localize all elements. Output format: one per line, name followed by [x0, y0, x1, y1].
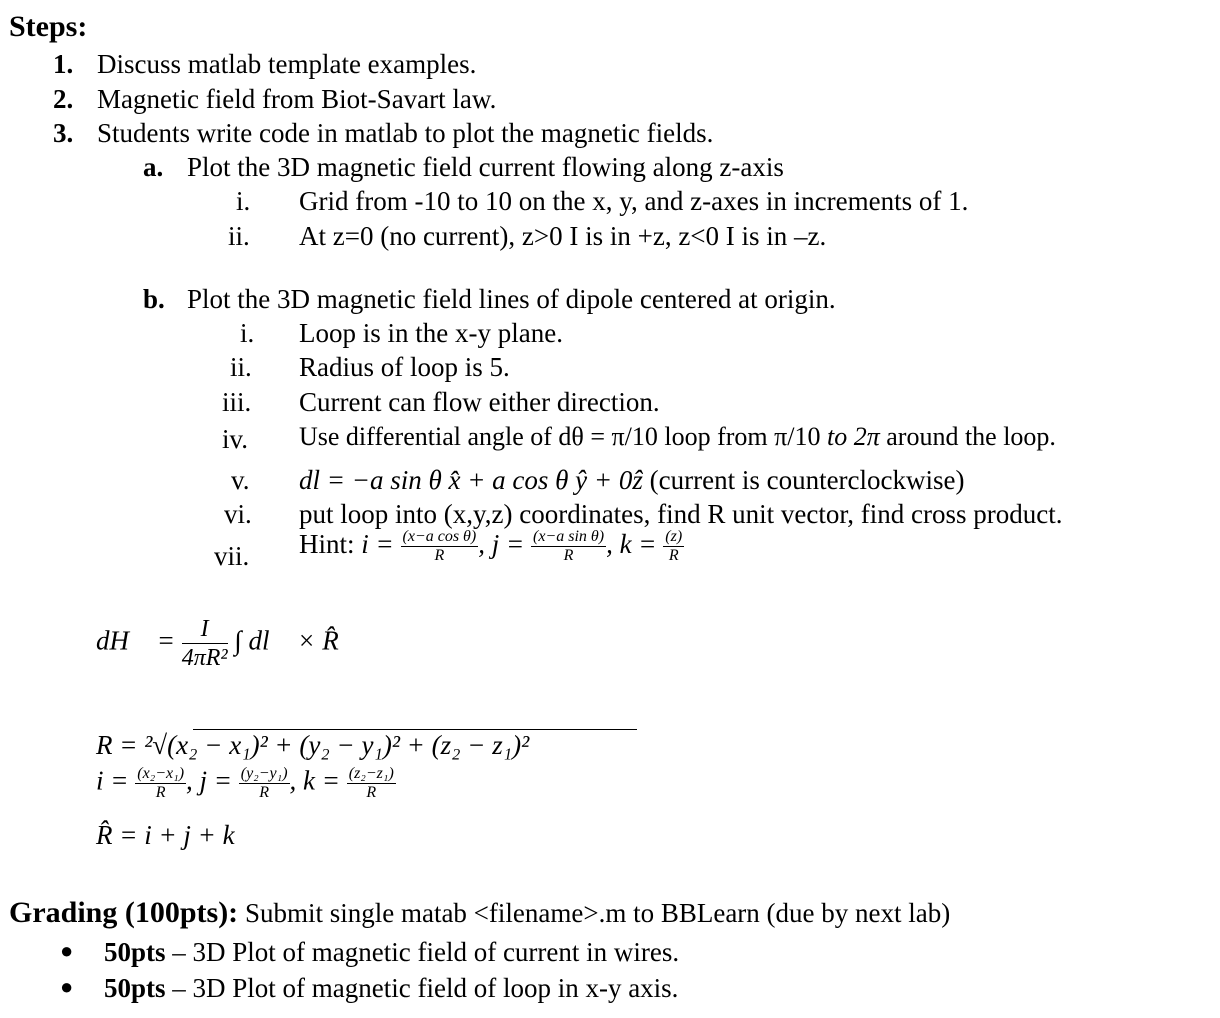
grading-item: [104, 936, 679, 968]
part-b-label: b.: [143, 284, 165, 314]
roman-numeral: vi.: [224, 499, 252, 529]
fraction: [663, 528, 684, 565]
r-equation: R = ²√(x₂ − x₁)² + (y₂ − y₁)² + (z₂ − z₁)²: [96, 730, 530, 760]
grading-points: 50pts: [104, 973, 166, 1003]
denominator: 4πR²: [181, 645, 228, 671]
ijk-i: i =: [96, 765, 129, 796]
grading-points: 50pts: [104, 937, 166, 967]
denominator: R: [366, 784, 377, 801]
roman-numeral: v.: [231, 465, 250, 495]
part-a-text: Plot the 3D magnetic field current flowing along z-axis: [187, 152, 784, 182]
denominator: R: [155, 784, 166, 801]
dH-lhs: dH⃗ =: [96, 625, 175, 656]
differential-angle-text: Use differential angle of dθ = π/10 loop from π/10: [299, 422, 827, 451]
step-number: 3.: [53, 118, 74, 148]
bullet-icon: ●: [60, 938, 74, 963]
sub-item-text: Radius of loop is 5.: [299, 352, 510, 382]
hint-k: , k =: [606, 529, 657, 559]
step-text: Discuss matlab template examples.: [97, 49, 477, 79]
numerator: (z₂−z₁): [348, 765, 394, 782]
hint-equation: [299, 528, 684, 565]
fraction: [182, 615, 228, 672]
sub-item-text: [299, 421, 1056, 453]
biot-savart-equation: [96, 615, 339, 672]
hint-label: Hint:: [299, 529, 362, 559]
numerator: (z): [665, 528, 683, 546]
fraction: [239, 765, 290, 802]
hint-i: i =: [361, 529, 394, 559]
roman-numeral: iii.: [222, 387, 252, 417]
denominator: R: [259, 784, 270, 801]
fraction: [531, 528, 606, 565]
numerator: (x₂−x₁): [137, 765, 185, 782]
ijk-k: , k =: [289, 765, 340, 796]
ijk-equation: [96, 765, 396, 802]
hint-j: , j =: [478, 529, 525, 559]
sub-item-text: Current can flow either direction.: [299, 387, 660, 417]
ijk-j: , j =: [186, 765, 232, 796]
part-a-label: a.: [143, 152, 164, 182]
denominator: R: [434, 547, 445, 565]
sub-item-text: [299, 464, 965, 496]
roman-numeral: iv.: [222, 424, 248, 454]
grading-text: Submit single matab <filename>.m to BBLearn (due by next lab): [238, 898, 951, 928]
denominator: R: [563, 547, 574, 565]
numerator: (x−a cos θ): [402, 528, 477, 546]
fraction: [401, 528, 479, 565]
numerator: (y₂−y₁): [240, 765, 288, 782]
sub-item-text: put loop into (x,y,z) coordinates, find R unit vector, find cross product.: [299, 499, 1063, 529]
dl-equation: dl = −a sin θ x̂ + a cos θ ŷ + 0ẑ: [299, 465, 643, 495]
numerator: (x−a sin θ): [532, 528, 605, 546]
roman-numeral: vii.: [214, 541, 250, 571]
denominator: R: [668, 547, 679, 565]
roman-numeral: ii.: [228, 221, 250, 251]
grading-item-text: – 3D Plot of magnetic field of current in wires.: [165, 937, 680, 967]
step-text: Magnetic field from Biot-Savart law.: [97, 84, 497, 114]
fraction: [347, 765, 396, 802]
sub-item-text: Grid from -10 to 10 on the x, y, and z-axes in increments of 1.: [299, 186, 969, 216]
range-math: to 2π: [827, 422, 880, 451]
dH-rhs: ∫ dl⃗ × R̂: [234, 625, 339, 656]
grading-heading: Grading (100pts):: [9, 896, 239, 929]
grading-item: [104, 972, 678, 1004]
steps-heading: Steps:: [9, 10, 88, 43]
sub-item-text: At z=0 (no current), z>0 I is in +z, z<0 I is in –z.: [299, 221, 827, 251]
rhat-equation: R̂ = i + j + k: [96, 820, 235, 850]
bullet-icon: ●: [60, 974, 74, 999]
sub-item-text: Loop is in the x-y plane.: [299, 318, 563, 348]
step-number: 1.: [53, 49, 74, 79]
numerator: I: [182, 615, 228, 644]
roman-numeral: ii.: [230, 352, 252, 382]
roman-numeral: i.: [240, 318, 255, 348]
grading-item-text: – 3D Plot of magnetic field of loop in x-y axis.: [165, 973, 679, 1003]
loop-text: around the loop.: [879, 422, 1056, 451]
part-b-text: Plot the 3D magnetic field lines of dipole centered at origin.: [187, 284, 836, 314]
grading-line: [9, 895, 950, 931]
step-number: 2.: [53, 84, 74, 114]
roman-numeral: i.: [236, 186, 251, 216]
step-text: Students write code in matlab to plot the magnetic fields.: [97, 118, 714, 148]
fraction: [135, 765, 186, 802]
dl-note: (current is counterclockwise): [642, 465, 965, 495]
radical-bar: [193, 729, 637, 730]
